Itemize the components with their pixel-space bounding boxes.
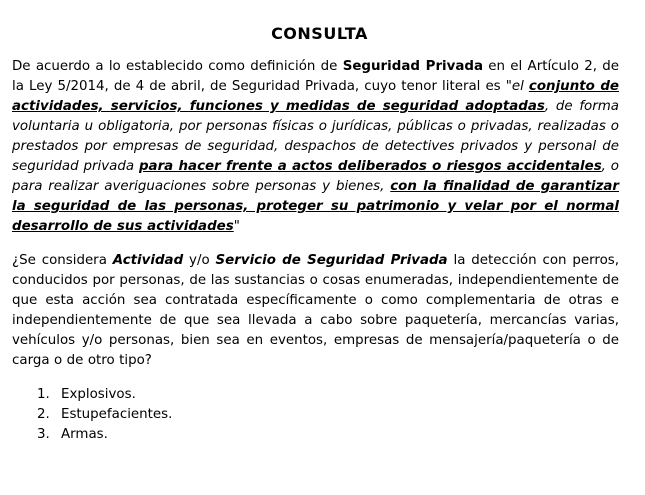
- list-item-text: Estupefacientes.: [61, 407, 173, 422]
- para2-text-3: y/o: [183, 253, 216, 268]
- para1-emphasis-finalidad: con la finalidad de garantizar la seguridad de las personas, proteger su patrimonio y velar por el normal desarrollo de sus actividades: [12, 179, 620, 234]
- list-item: [12, 425, 619, 445]
- definition-paragraph: [12, 57, 619, 237]
- list-item-text: Armas.: [61, 427, 108, 442]
- para1-closing-quote: ": [233, 219, 240, 234]
- substances-list: [12, 385, 619, 445]
- list-item: [12, 405, 619, 425]
- para2-emphasis-actividad: Actividad: [112, 253, 184, 268]
- para1-emphasis-conjunto: conjunto de actividades, servicios, funciones y medidas de seguridad adoptadas: [12, 79, 619, 114]
- para1-italic-text-6: , de forma voluntaria u obligatoria, por personas físicas o jurídicas, públicas o privadas, realizadas o prestados por empresas de seguridad, despachos de detectives privados y personal de seguridad privada: [12, 99, 620, 174]
- para1-text-1: De acuerdo a lo establecido como definición de: [12, 59, 343, 74]
- list-item-number: 1.: [37, 387, 50, 402]
- list-item: [12, 385, 619, 405]
- para2-text-1: ¿Se considera: [12, 253, 113, 268]
- para2-text-5: la detección con perros, conducidos por personas, de las sustancias o cosas enumeradas, independientemente de que esta acción sea contratada específicamente o como complementaria de otras e independientemente de que sea llevada a cabo sobre paquetería, mercancías varias, vehículos y/o personas, bien sea en eventos, empresas de mensajería/paquetería o de carga o de otro tipo?: [12, 253, 620, 368]
- para1-bold-seguridad-privada: Seguridad Privada: [342, 59, 484, 74]
- para1-italic-el: el: [511, 79, 524, 94]
- para1-text-3: en el Artículo 2, de la Ley 5/2014, de 4 de abril, de Seguridad Privada, cuyo tenor literal es ": [12, 59, 619, 94]
- para2-emphasis-servicio: Servicio de Seguridad Privada: [215, 253, 448, 268]
- list-item-number: 2.: [37, 407, 50, 422]
- para1-italic-text-8: , o para realizar averiguaciones sobre personas y bienes,: [12, 159, 619, 194]
- list-item-number: 3.: [37, 427, 50, 442]
- question-paragraph: [12, 251, 619, 371]
- document-title: CONSULTA: [271, 24, 368, 43]
- list-item-text: Explosivos.: [61, 387, 136, 402]
- para1-emphasis-hacer-frente: para hacer frente a actos deliberados o riesgos accidentales: [138, 159, 602, 174]
